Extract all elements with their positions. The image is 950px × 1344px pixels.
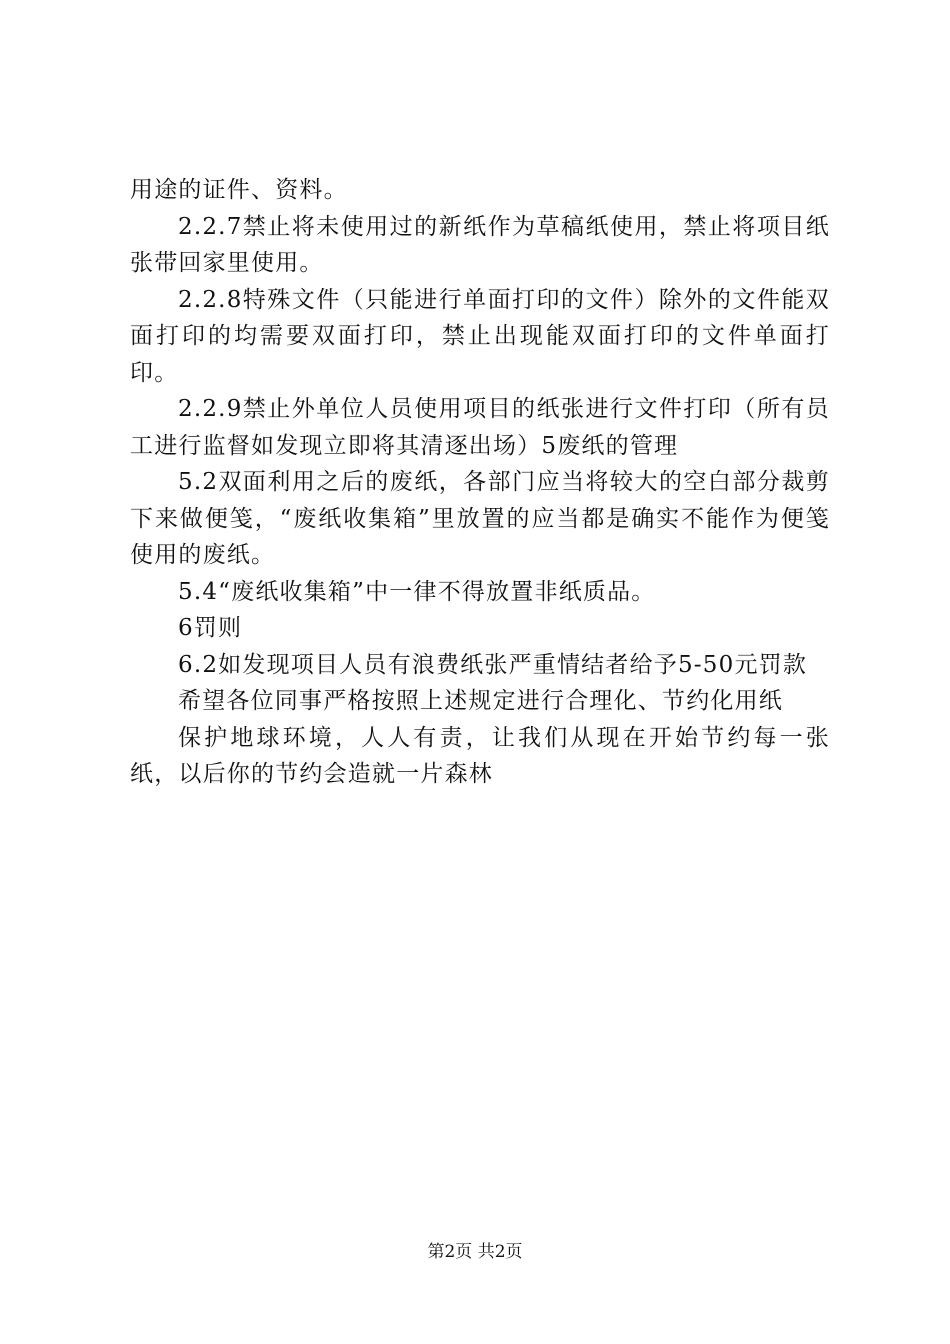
paragraph-4: 2.2.9禁止外单位人员使用项目的纸张进行文件打印（所有员工进行监督如发现立即将其清逐出场）5废纸的管理 — [130, 396, 830, 459]
paragraph-8: 6.2如发现项目人员有浪费纸张严重情结者给予5-50元罚款 — [178, 651, 808, 678]
paragraph-3: 2.2.8特殊文件（只能进行单面打印的文件）除外的文件能双面打印的均需要双面打印，禁止出现能双面打印的文件单面打印。 — [130, 286, 830, 386]
paragraph-5: 5.2双面利用之后的废纸，各部门应当将较大的空白部分裁剪下来做便笺，“废纸收集箱”里放置的应当都是确实不能作为便笺使用的废纸。 — [130, 469, 830, 568]
page-number-footer: 第2页 共2页 — [427, 1242, 523, 1262]
document-body — [130, 172, 830, 793]
paragraph-2: 2.2.7禁止将未使用过的新纸作为草稿纸使用，禁止将项目纸张带回家里使用。 — [130, 213, 830, 276]
paragraph-10: 保护地球环境，人人有责，让我们从现在开始节约每一张纸，以后你的节约会造就一片森林 — [130, 724, 830, 787]
paragraph-9: 希望各位同事严格按照上述规定进行合理化、节约化用纸 — [178, 688, 783, 714]
paragraph-7: 6罚则 — [178, 615, 243, 641]
paragraph-1: 用途的证件、资料。 — [130, 177, 348, 203]
paragraph-6: 5.4“废纸收集箱”中一律不得放置非纸质品。 — [178, 578, 656, 605]
